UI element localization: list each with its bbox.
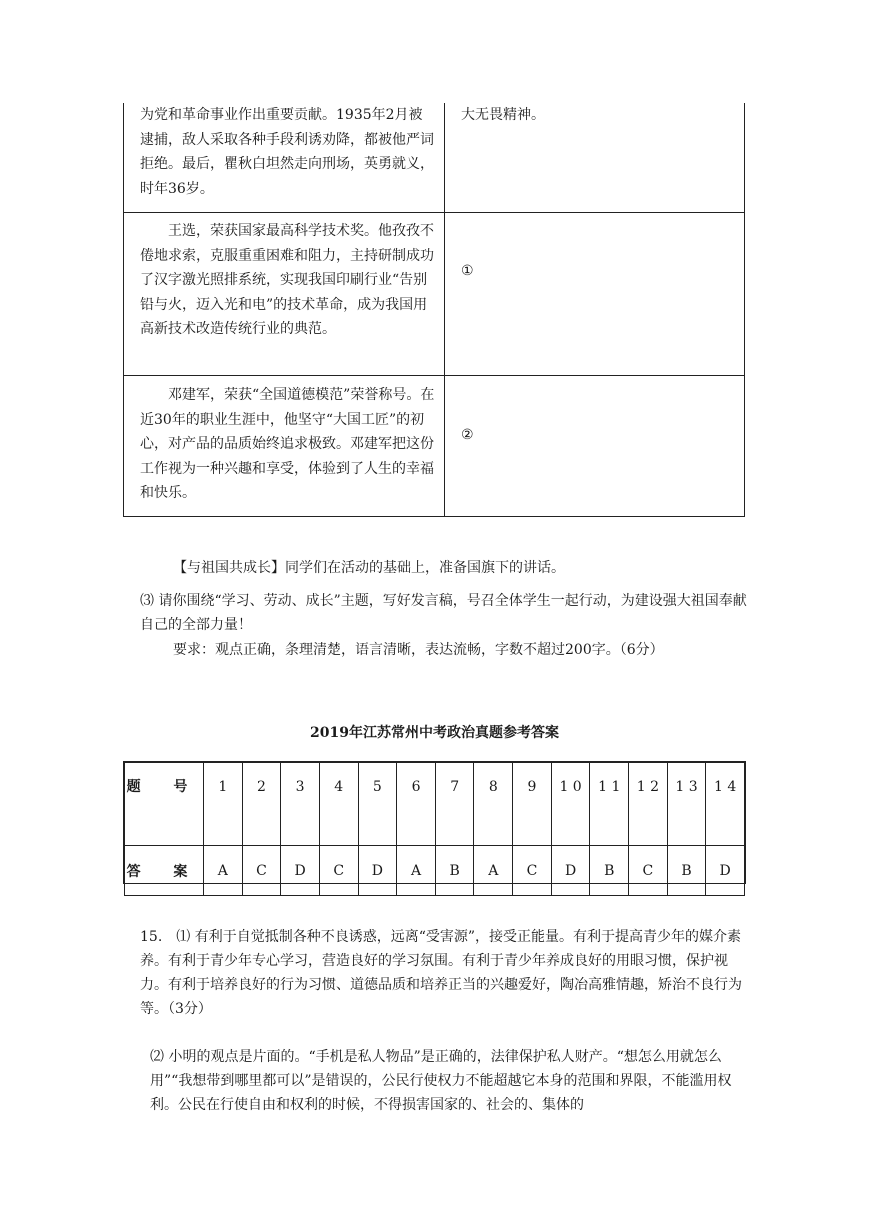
question-number: 8 [474, 763, 513, 846]
question-number: 1 1 [590, 763, 629, 846]
answer-cell: C [513, 846, 552, 896]
row2-left-text: 王选，荣获国家最高科学技术奖。他孜孜不倦地求索，克服重重困难和阻力，主持研制成功了汉字激光照排系统，实现我国印刷行业“告别铅与火，迈入光和电”的技术革命，成为我国用高新技术改造传统行业的典范。 [140, 223, 434, 337]
answer-title: 2019年江苏常州中考政治真题参考答案 [310, 725, 559, 741]
row1-left-text: 为党和革命事业作出重要贡献。1935年2月被逮捕，敌人采取各种手段利诱劝降，都被他严词拒绝。最后，瞿秋白坦然走向刑场，英勇就义，时年36岁。 [140, 107, 434, 197]
question-number: 4 [319, 763, 358, 846]
answer-cell: B [667, 846, 706, 896]
answer-15-part-1: 15. ⑴ 有利于自觉抵制各种不良诱惑，远离“受害源”，接受正能量。有利于提高青少年的媒介素养。有利于青少年专心学习，营造良好的学习氛围。有利于青少年养成良好的用眼习惯，保护视力。有利于培养良好的行为习惯、道德品质和培养正当的兴趣爱好，陶冶高雅情趣，矫治不良行为等。（3分） [140, 929, 742, 1017]
answer-cell: C [319, 846, 358, 896]
question-number: 6 [397, 763, 436, 846]
answer-cell: D [706, 846, 745, 896]
answer-cell: D [281, 846, 320, 896]
question-number: 7 [435, 763, 474, 846]
question-number: 5 [358, 763, 397, 846]
answer-cell: D [551, 846, 590, 896]
row3-right-text: ② [461, 427, 474, 443]
row-divider [123, 212, 745, 213]
answer-15-part-2: ⑵ 小明的观点是片面的。“手机是私人物品”是正确的，法律保护私人财产。“想怎么用就怎么用”“我想带到哪里都可以”是错误的，公民行使权力不能超越它本身的范围和界限，不能滥用权利。公民在行使自由和权利的时候，不得损害国家的、社会的、集体的 [150, 1049, 732, 1113]
row2-right-text: ① [461, 263, 474, 279]
answer-cell: B [435, 846, 474, 896]
column-divider [444, 103, 445, 517]
question-number: 1 [204, 763, 243, 846]
row1-right-text: 大无畏精神。 [461, 107, 545, 123]
answer-cell: C [629, 846, 668, 896]
section-intro: 【与祖国共成长】同学们在活动的基础上，准备国旗下的讲话。 [173, 560, 565, 576]
question-number: 3 [281, 763, 320, 846]
question-number: 9 [513, 763, 552, 846]
question-number: 1 0 [551, 763, 590, 846]
row-divider [123, 375, 745, 376]
requirement-text: 要求：观点正确，条理清楚，语言清晰，表达流畅，字数不超过200字。（6分） [173, 642, 664, 658]
answer-cell: A [204, 846, 243, 896]
answer-table [123, 761, 746, 884]
header-answer-label: 答 案 [125, 846, 204, 896]
answer-cell: A [397, 846, 436, 896]
row3-left-text: 邓建军，荣获“全国道德模范”荣誉称号。在近30年的职业生涯中，他坚守“大国工匠”的初心，对产品的品质始终追求极致。邓建军把这份工作视为一种兴趣和享受，体验到了人生的幸福和快乐。 [140, 387, 435, 501]
answer-cell: A [474, 846, 513, 896]
top-table [123, 103, 745, 517]
answer-cell: C [242, 846, 281, 896]
answer-cell: B [590, 846, 629, 896]
question-number: 1 4 [706, 763, 745, 846]
question-number: 1 2 [629, 763, 668, 846]
header-number-label: 题 号 [125, 763, 204, 846]
question-number: 1 3 [667, 763, 706, 846]
answer-cell: D [358, 846, 397, 896]
question-3: ⑶ 请你围绕“学习、劳动、成长”主题，写好发言稿，号召全体学生一起行动，为建设强大祖国奉献自己的全部力量！ [140, 593, 747, 633]
question-number: 2 [242, 763, 281, 846]
